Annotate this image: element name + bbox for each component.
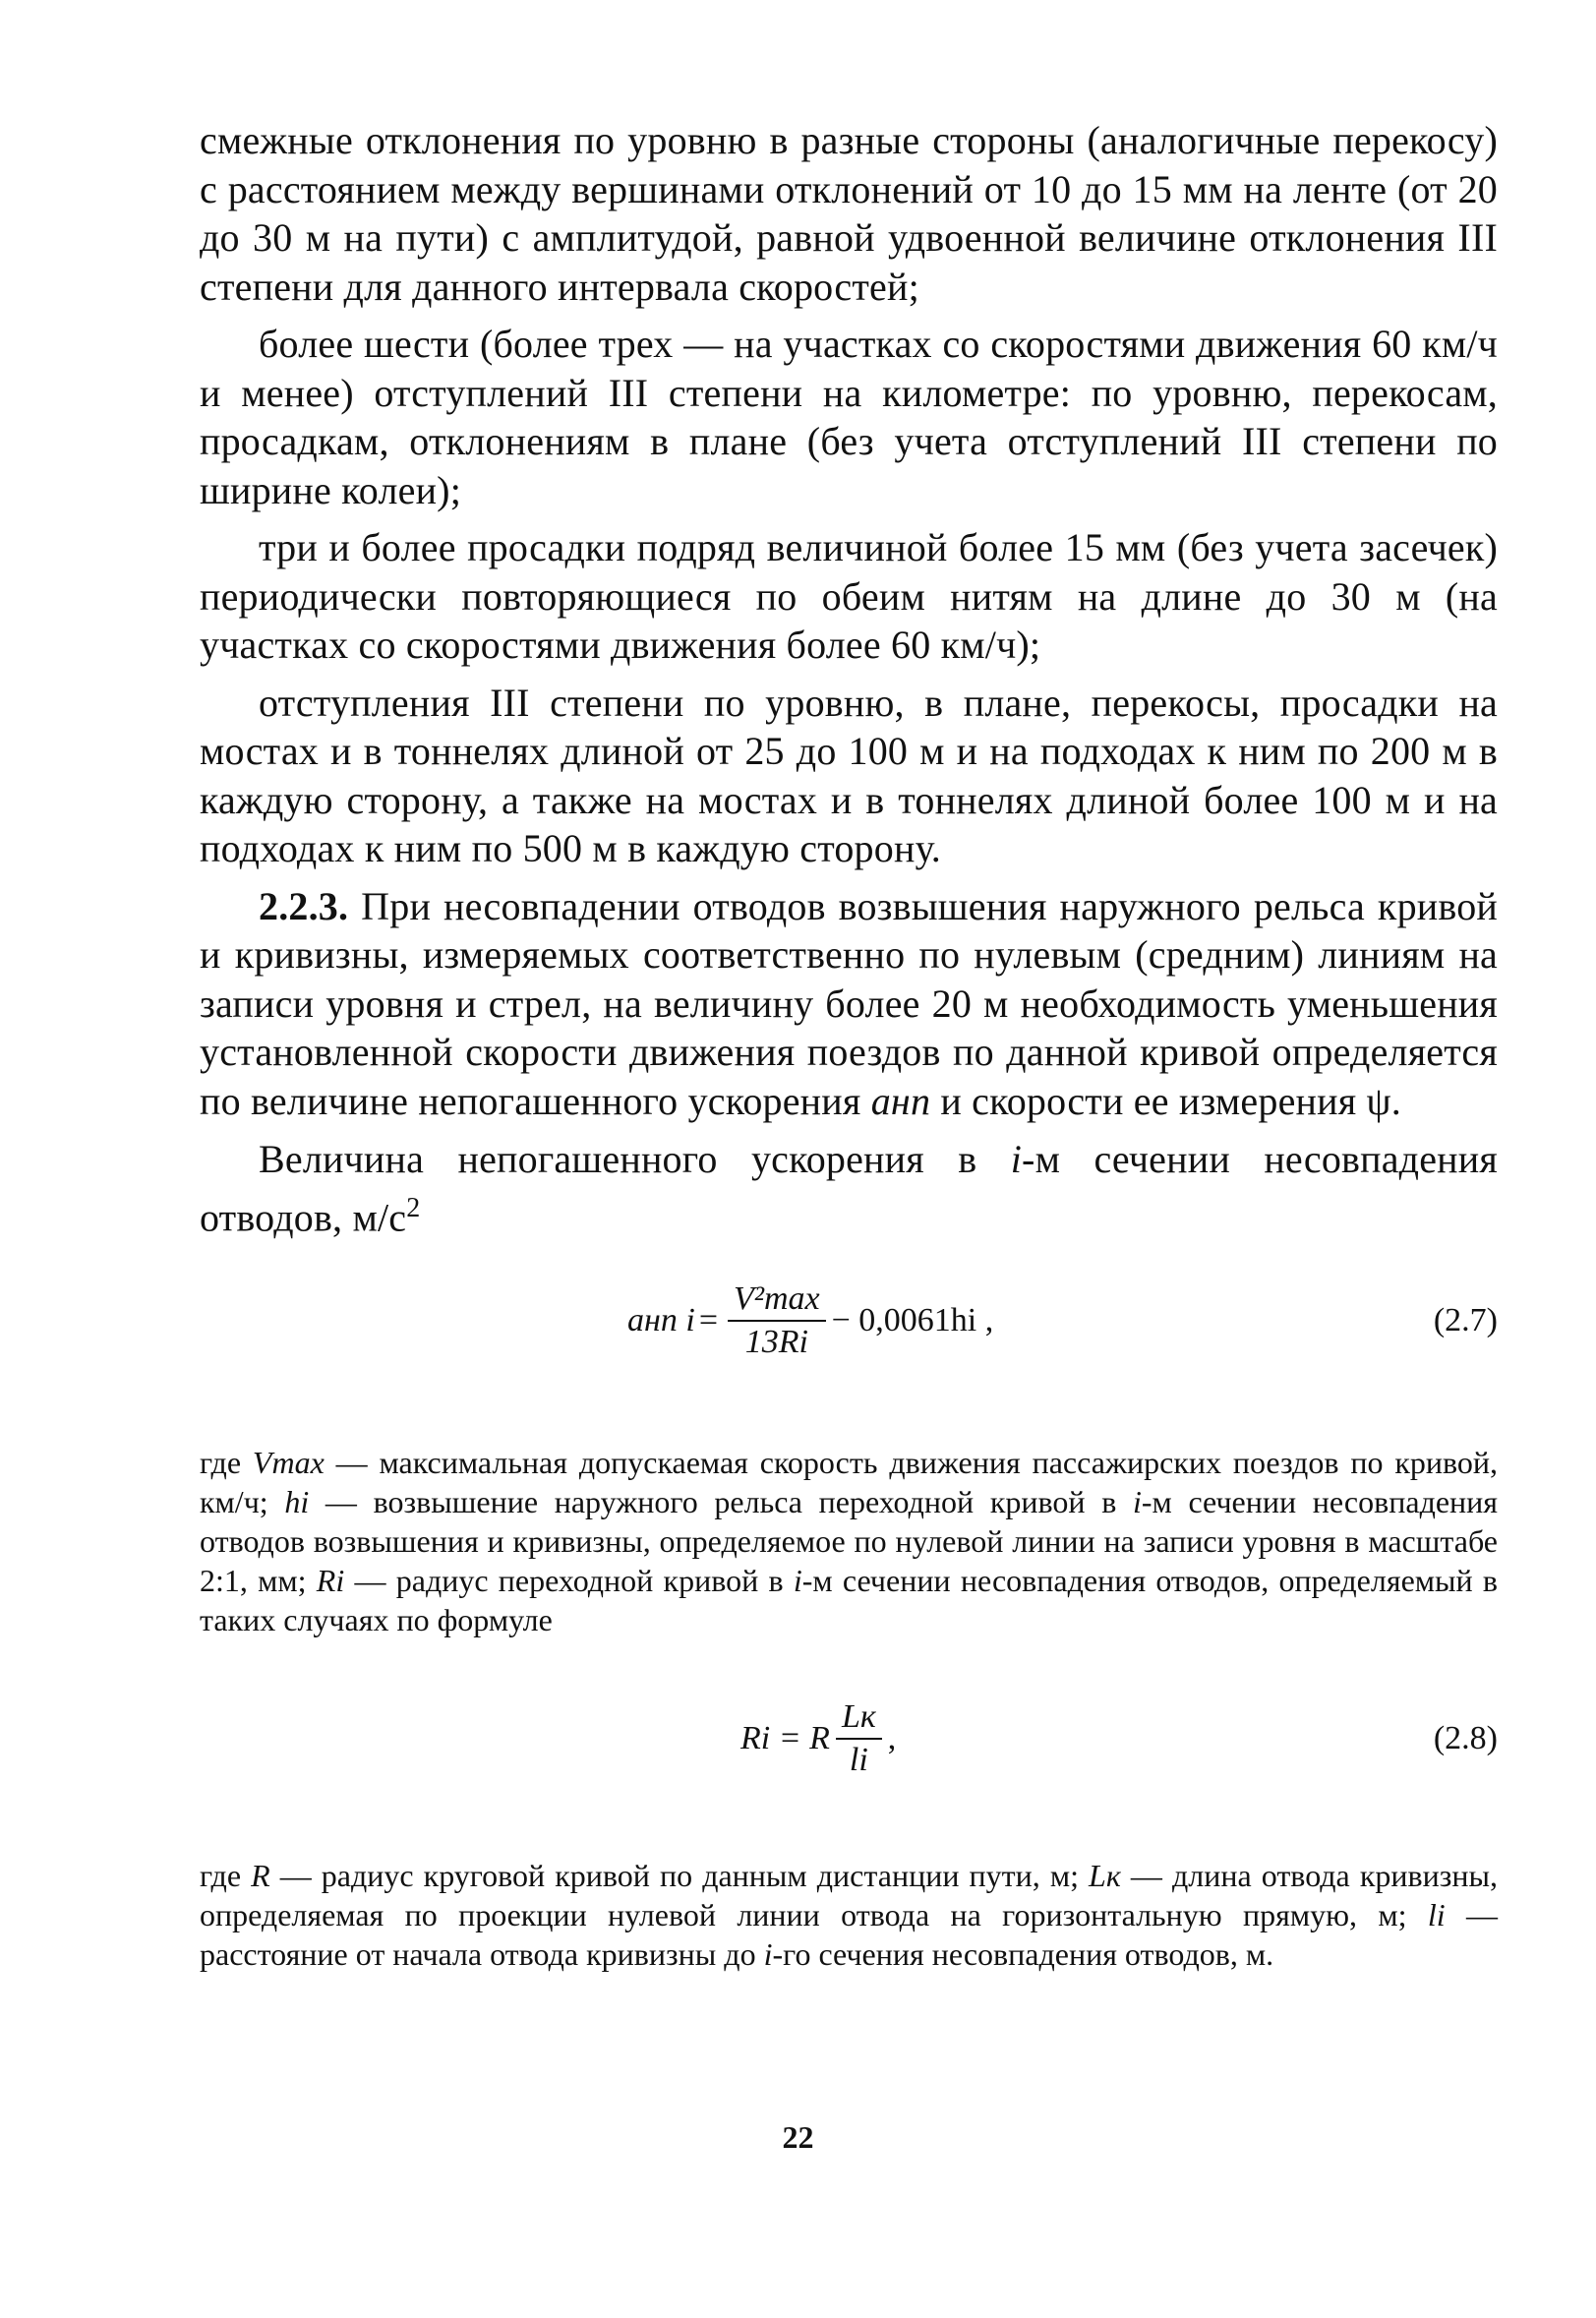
variable-psi: ψ. bbox=[1366, 1078, 1401, 1123]
var-hi: hi bbox=[284, 1484, 310, 1520]
section-number: 2.2.3. bbox=[259, 883, 349, 928]
var-i: i bbox=[1132, 1484, 1142, 1520]
explanation-2-t2: — радиус круговой кривой по данным дистанции пути, м; bbox=[269, 1858, 1090, 1894]
var-li: li bbox=[1427, 1897, 1446, 1933]
formula-2-7-numerator: V²max bbox=[728, 1280, 826, 1322]
formula-2-7-denominator: 13Ri bbox=[744, 1324, 808, 1361]
paragraph-section-2-2-3 bbox=[200, 882, 1498, 1126]
section-text-mid: и скорости ее измерения bbox=[940, 1078, 1357, 1123]
paragraph-6-text: Величина непогашенного ускорения в bbox=[259, 1137, 977, 1181]
formula-2-7-tail: − 0,0061hi , bbox=[831, 1302, 994, 1339]
explanation-1-t1: где bbox=[200, 1445, 253, 1481]
document-page bbox=[200, 116, 1498, 1974]
formula-2-8-denominator: li bbox=[849, 1742, 868, 1779]
formula-2-8 bbox=[200, 1679, 1498, 1816]
var-vmax: Vmax bbox=[252, 1445, 325, 1481]
section-text: При несовпадении отводов возвышения наружного рельса кривой и кривизны, измеряемых соответственно по нулевым (средним) линиям на записи уровня и стрел, на величину более 20 м необходимость уменьшения установленной скорости движения поездов по данной кривой определяется по величине непогашенного ускорения bbox=[200, 883, 1498, 1123]
explanation-2-t3: — длина отвода кривизны, определяемая по проекции нулевой линии отвода на горизонтальную прямую, м; bbox=[200, 1858, 1499, 1933]
formula-2-8-number: (2.8) bbox=[1433, 1720, 1498, 1757]
formula-2-8-fraction bbox=[836, 1698, 882, 1779]
explanation-1-t4: -м сечении несовпадения отводов возвышения и кривизны, определяемое по нулевой линии на записи уровня в масштабе 2:1, мм; bbox=[200, 1484, 1499, 1599]
variable-i: i bbox=[1010, 1137, 1023, 1181]
paragraph-6 bbox=[200, 1135, 1498, 1241]
paragraph-1: смежные отклонения по уровню в разные стороны (аналогичные перекосу) с расстоянием между вершинами отклонений от 10 до 15 мм на ленте (от 20 до 30 м на пути) с амплитудой, равной удвоенной величине отклонения III степени для данного интервала скоростей; bbox=[200, 118, 1498, 309]
var-i-2: i bbox=[793, 1563, 802, 1599]
page-number: 22 bbox=[782, 2119, 814, 2155]
formula-2-7-expression bbox=[627, 1280, 993, 1361]
formula-2-7-fraction bbox=[728, 1280, 826, 1361]
formula-2-8-tail: , bbox=[887, 1720, 897, 1757]
formula-2-7-equals: = bbox=[698, 1302, 719, 1339]
explanation-1-t2: — максимальная допускаемая скорость движения пассажирских поездов по кривой, км/ч; bbox=[200, 1445, 1499, 1520]
paragraph-2: более шести (более трех — на участках со скоростями движения 60 км/ч и менее) отступлений III степени на километре: по уровню, перекосам, просадкам, отклонениям в плане (без учета отступлений III степени по ширине колеи); bbox=[200, 322, 1498, 512]
formula-2-8-lhs: Ri = R bbox=[740, 1720, 830, 1757]
explanation-1-t5: — радиус переходной кривой в bbox=[344, 1563, 794, 1599]
formula-2-8-expression bbox=[740, 1698, 896, 1779]
explanation-2-t1: где bbox=[200, 1858, 252, 1894]
var-lk: Lк bbox=[1089, 1858, 1121, 1894]
formula-2-8-numerator: Lк bbox=[836, 1698, 882, 1740]
variable-anp: aнп bbox=[870, 1078, 931, 1123]
var-i-3: i bbox=[763, 1936, 773, 1973]
formula-2-7-lhs: aнп i bbox=[627, 1302, 695, 1339]
var-r: R bbox=[251, 1858, 270, 1894]
explanation-2 bbox=[200, 1856, 1498, 1974]
var-ri: Ri bbox=[316, 1563, 345, 1599]
explanation-2-t4: — расстояние от начала отвода кривизны до bbox=[200, 1897, 1499, 1973]
superscript-2: 2 bbox=[406, 1192, 421, 1223]
formula-2-7 bbox=[200, 1261, 1498, 1398]
explanation-1-t3: — возвышение наружного рельса переходной кривой в bbox=[309, 1484, 1133, 1520]
explanation-1 bbox=[200, 1443, 1498, 1639]
explanation-1-t6: -м сечении несовпадения отводов, определяемый в таких случаях по формуле bbox=[200, 1563, 1499, 1638]
formula-2-7-number: (2.7) bbox=[1433, 1302, 1498, 1339]
explanation-2-t5: -го сечения несовпадения отводов, м. bbox=[772, 1936, 1274, 1973]
paragraph-3: три и более просадки подряд величиной более 15 мм (без учета засечек) периодически повторяющиеся по обеим нитям на длине до 30 м (на участках со скоростями движения более 60 км/ч); bbox=[200, 525, 1498, 667]
paragraph-6-tail: -м сечении несовпадения отводов, м/с bbox=[200, 1137, 1498, 1239]
paragraph-4: отступления III степени по уровню, в плане, перекосы, просадки на мостах и в тоннелях длиной от 25 до 100 м и на подходах к ним по 200 м в каждую сторону, а также на мостах и в тоннелях длиной более 100 м и на подходах к ним по 500 м в каждую сторону. bbox=[200, 680, 1498, 870]
